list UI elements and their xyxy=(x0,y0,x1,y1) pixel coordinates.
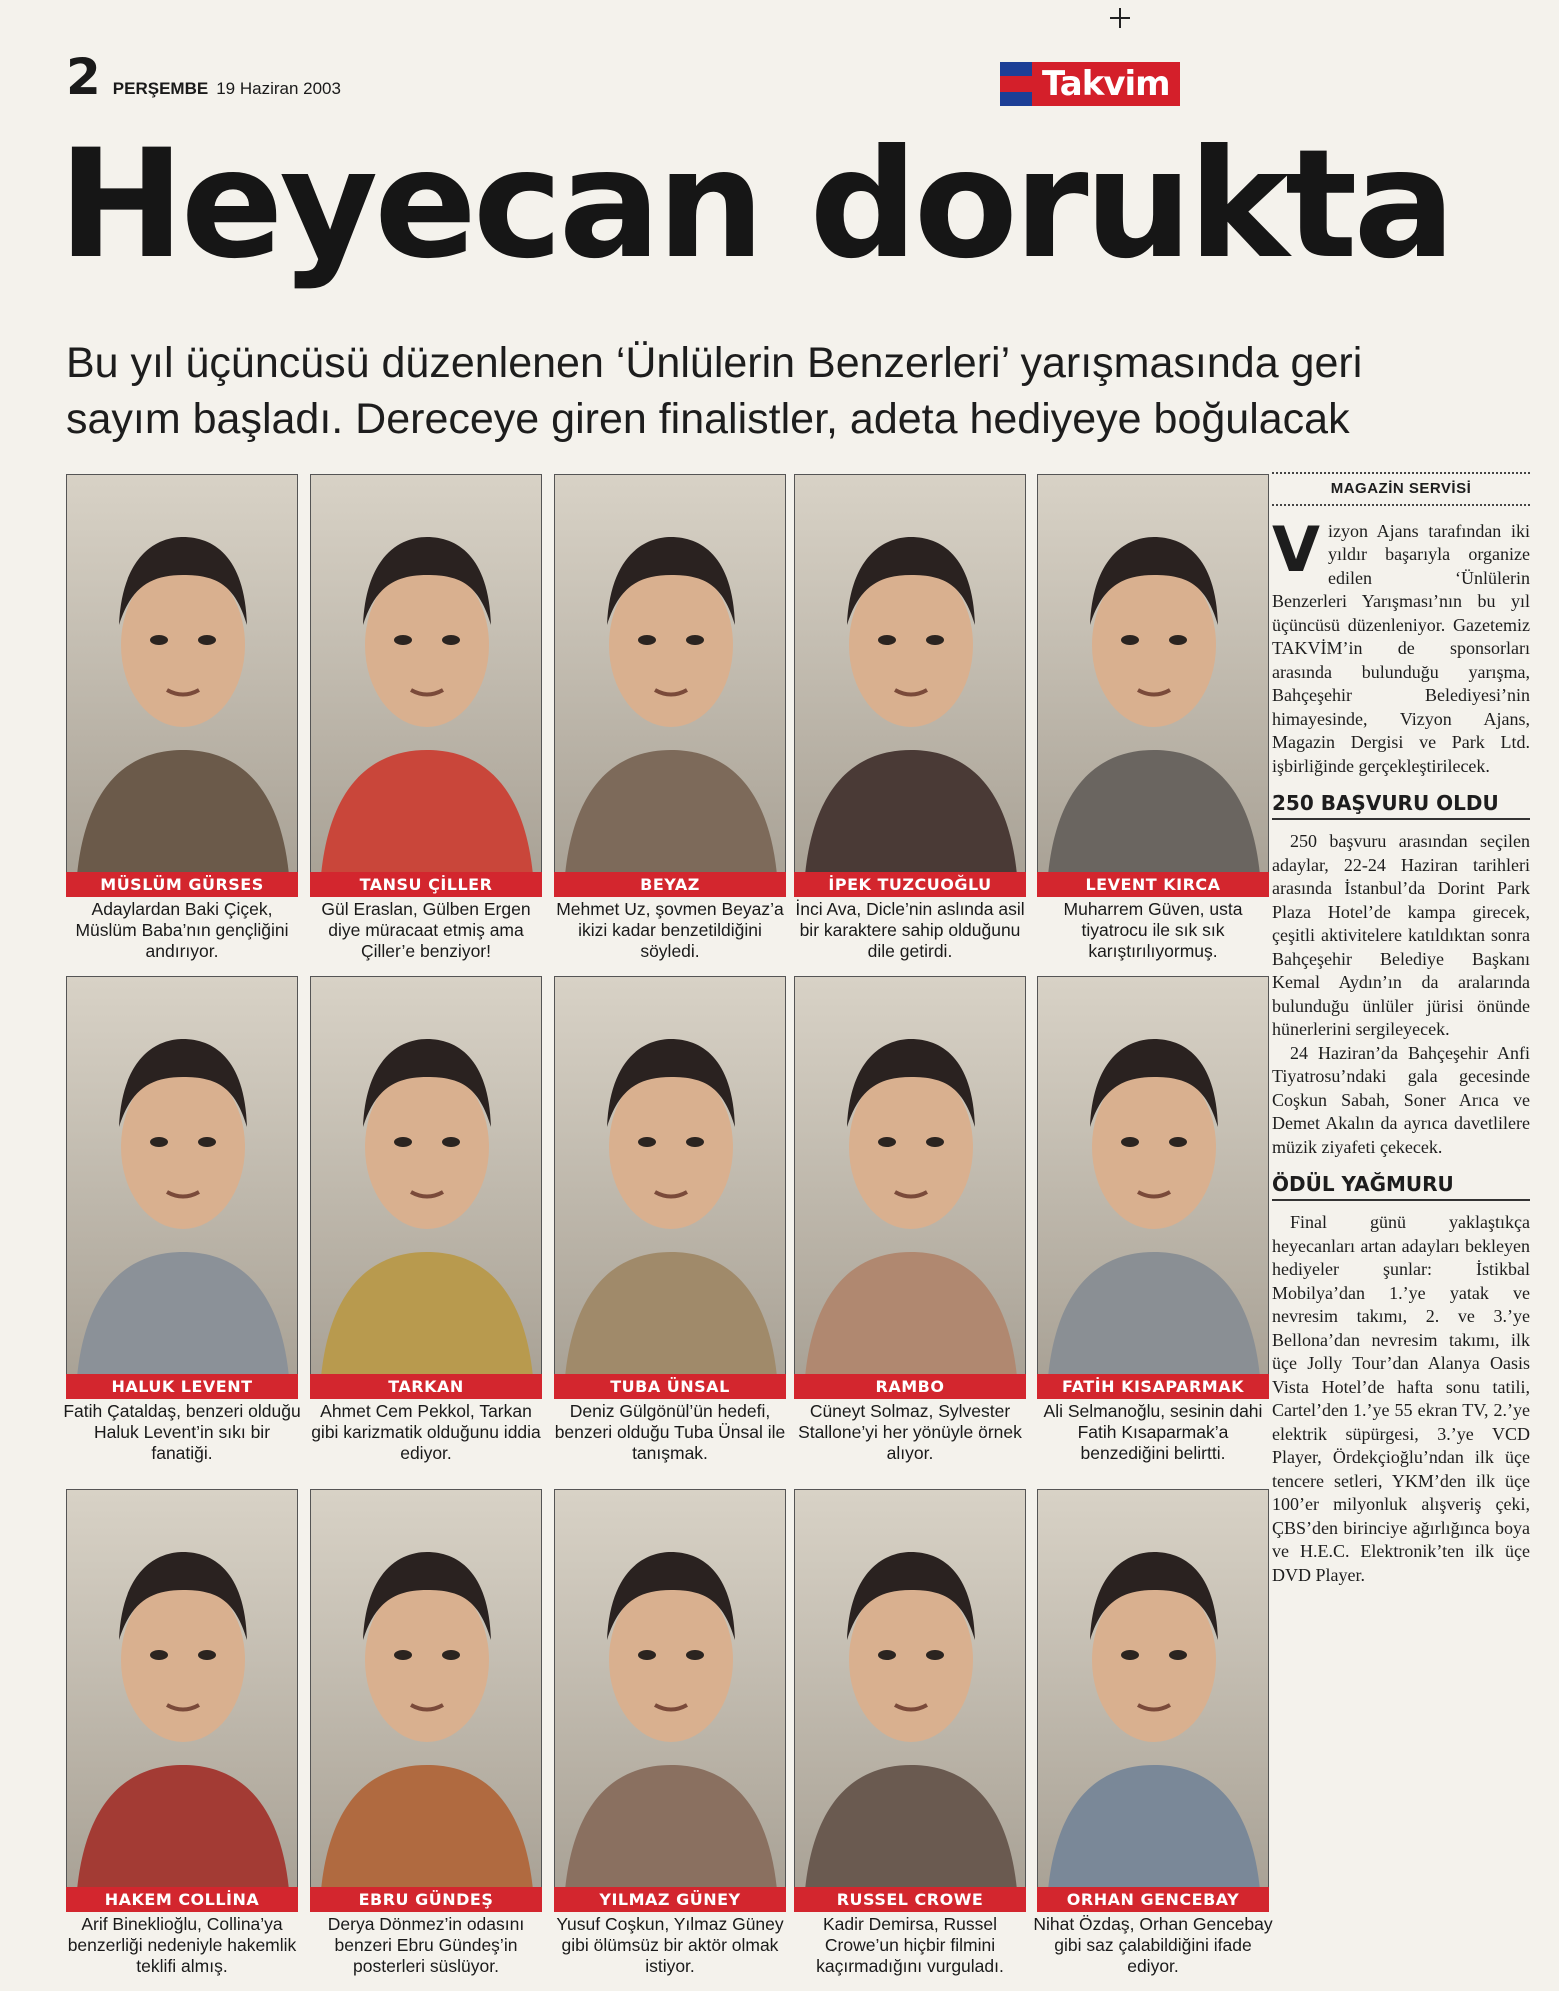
portrait-photo xyxy=(310,474,542,874)
celebrity-name: FATİH KISAPARMAK xyxy=(1037,1374,1269,1399)
portrait-icon xyxy=(795,475,1026,874)
portrait-icon xyxy=(67,977,298,1376)
celebrity-name: RUSSEL CROWE xyxy=(794,1887,1026,1912)
headline: Heyecan dorukta xyxy=(58,118,1452,292)
portrait-photo xyxy=(794,976,1026,1376)
portrait-photo xyxy=(310,976,542,1376)
photo-caption: Fatih Çataldaş, benzeri olduğu Haluk Levent’in sıkı bir fanatiği. xyxy=(63,1401,301,1463)
celebrity-name: YILMAZ GÜNEY xyxy=(554,1887,786,1912)
celebrity-name: İPEK TUZCUOĞLU xyxy=(794,872,1026,897)
celebrity-name: HAKEM COLLİNA xyxy=(66,1887,298,1912)
body-paragraph: Final günü yaklaştıkça heyecanları artan adayları bekleyen hediyeler şunlar: İstikbal Mobilya’dan 1.’ye yatak ve nevresim takımı, 2. ve 3.’ye Bellona’dan nevresim takımı, ilk üçe Jolly Tour’dan Alanya Oasis Vista Hotel’de hafta sonu tatili, Cartel’den 1.’ye 55 ekran TV, 2.’ye elektrik süpürgesi, 3.’ye VCD Player, Ördekçioğlu’ndan ilk üçe tencere setleri, YKM’den ilk üçe 100’er milyonluk alışveriş çeki, ÇBS’den birinciye ağırlığınca boya ve H.E.C. Elektronik’ten ilk üçe DVD Player. xyxy=(1272,1212,1530,1585)
portrait-icon xyxy=(555,475,786,874)
celebrity-name: TARKAN xyxy=(310,1374,542,1399)
portrait-photo xyxy=(794,1489,1026,1889)
photo-caption: Mehmet Uz, şovmen Beyaz’a ikizi kadar benzetildiğini söyledi. xyxy=(556,899,784,961)
subheadline xyxy=(66,335,1526,447)
photo-caption: Ali Selmanoğlu, sesinin dahi Fatih Kısaparmak’a benzediğini belirtti. xyxy=(1043,1401,1263,1463)
photo-caption: Arif Bineklioğlu, Collina’ya benzerliği nedeniyle hakemlik teklifi almış. xyxy=(67,1914,297,1976)
portrait-photo xyxy=(554,1489,786,1889)
takvim-logo xyxy=(1000,62,1213,106)
photo-caption: Ahmet Cem Pekkol, Tarkan gibi karizmatik olduğunu iddia ediyor. xyxy=(311,1401,541,1463)
section-heading: ÖDÜL YAĞMURU xyxy=(1272,1171,1530,1201)
celebrity-name: LEVENT KIRCA xyxy=(1037,872,1269,897)
celebrity-name: BEYAZ xyxy=(554,872,786,897)
page-header xyxy=(66,48,341,106)
celebrity-name: ORHAN GENCEBAY xyxy=(1037,1887,1269,1912)
portrait-photo xyxy=(66,474,298,874)
body-paragraph: 24 Haziran’da Bahçeşehir Anfi Tiyatrosu’ndaki gala gecesinde Coşkun Sabah, Soner Arıca ve Demet Akalın da ayrıca davetlilere müzik ziyafeti çekecek. xyxy=(1272,1042,1530,1157)
portrait-icon xyxy=(67,1490,298,1889)
logo-flag-icon xyxy=(1000,62,1032,106)
section-heading: 250 BAŞVURU OLDU xyxy=(1272,790,1530,820)
portrait-photo xyxy=(554,474,786,874)
portrait-photo xyxy=(794,474,1026,874)
dropcap: V xyxy=(1272,512,1320,586)
portrait-icon xyxy=(67,475,298,874)
byline: MAGAZİN SERVİSİ xyxy=(1272,472,1530,506)
body-paragraph: 250 başvuru arasından seçilen adaylar, 22-24 Haziran tarihleri arasında İstanbul’da Dorint Park Plaza Hotel’de kampa girecek, çeşitli aktivitelere katıldıktan sonra Bahçeşehir Belediye Başkanı Kemal Aydın’ın da aralarında bulunduğu ünlüler jürisi önünde hünerlerini sergileyecek. xyxy=(1272,831,1530,1039)
photo-caption: Nihat Özdaş, Orhan Gencebay gibi saz çalabildiğini ifade ediyor. xyxy=(1033,1914,1273,1976)
photo-caption: Muharrem Güven, usta tiyatrocu ile sık sık karıştırılıyormuş. xyxy=(1063,899,1243,961)
photo-caption: İnci Ava, Dicle’nin aslında asil bir karaktere sahip olduğunu dile getirdi. xyxy=(795,899,1025,961)
page-date: 19 Haziran 2003 xyxy=(216,79,341,98)
logo-text: Takvim xyxy=(1032,62,1180,106)
photo-caption: Derya Dönmez’in odasını benzeri Ebru Gündeş’in posterleri süslüyor. xyxy=(327,1914,525,1976)
celebrity-name: TUBA ÜNSAL xyxy=(554,1374,786,1399)
registration-mark-icon xyxy=(1110,8,1130,28)
portrait-icon xyxy=(1038,475,1269,874)
portrait-icon xyxy=(311,977,542,1376)
portrait-photo xyxy=(1037,1489,1269,1889)
celebrity-name: TANSU ÇİLLER xyxy=(310,872,542,897)
article-column xyxy=(1272,472,1530,1587)
portrait-photo xyxy=(554,976,786,1376)
photo-caption: Gül Eraslan, Gülben Ergen diye müracaat etmiş ama Çiller’e benziyor! xyxy=(321,899,531,961)
portrait-photo xyxy=(310,1489,542,1889)
celebrity-name: MÜSLÜM GÜRSES xyxy=(66,872,298,897)
photo-caption: Adaylardan Baki Çiçek, Müslüm Baba’nın gençliğini andırıyor. xyxy=(75,899,289,961)
intro-paragraph xyxy=(1272,512,1530,779)
portrait-photo xyxy=(1037,474,1269,874)
celebrity-name: RAMBO xyxy=(794,1374,1026,1399)
portrait-icon xyxy=(1038,1490,1269,1889)
photo-caption: Kadir Demirsa, Russel Crowe’un hiçbir filmini kaçırmadığını vurguladı. xyxy=(816,1914,1004,1976)
page-number: 2 xyxy=(66,48,101,106)
photo-caption: Cüneyt Solmaz, Sylvester Stallone’yi her yönüyle örnek alıyor. xyxy=(798,1401,1022,1463)
celebrity-name: EBRU GÜNDEŞ xyxy=(310,1887,542,1912)
portrait-icon xyxy=(795,977,1026,1376)
photo-caption: Yusuf Coşkun, Yılmaz Güney gibi ölümsüz bir aktör olmak istiyor. xyxy=(556,1914,784,1976)
portrait-photo xyxy=(1037,976,1269,1376)
intro-text: izyon Ajans tarafından iki yıldır başarıyla organize edilen ‘Ünlülerin Benzerleri Yarışması’nın bu yıl üçüncüsü düzenleniyor. Gazetemiz TAKVİM’in de sponsorları arasında bulunduğu yarışma, Bahçeşehir Belediyesi’nin himayesinde, Vizyon Ajans, Magazin Dergisi ve Park Ltd. işbirliğinde gerçekleştirilecek. xyxy=(1272,520,1530,776)
portrait-icon xyxy=(555,977,786,1376)
portrait-photo xyxy=(66,1489,298,1889)
portrait-icon xyxy=(795,1490,1026,1889)
portrait-icon xyxy=(1038,977,1269,1376)
portrait-icon xyxy=(311,1490,542,1889)
celebrity-name: HALUK LEVENT xyxy=(66,1374,298,1399)
page-day: PERŞEMBE xyxy=(112,79,209,98)
portrait-photo xyxy=(66,976,298,1376)
portrait-icon xyxy=(311,475,542,874)
photo-caption: Deniz Gülgönül’ün hedefi, benzeri olduğu Tuba Ünsal ile tanışmak. xyxy=(554,1401,786,1463)
subheadline-line: Bu yıl üçüncüsü düzenlenen ‘Ünlülerin Benzerleri’ yarışmasında geri xyxy=(66,339,1363,387)
portrait-icon xyxy=(555,1490,786,1889)
subheadline-line: sayım başladı. Dereceye giren finalistler, adeta hediyeye boğulacak xyxy=(66,395,1350,443)
